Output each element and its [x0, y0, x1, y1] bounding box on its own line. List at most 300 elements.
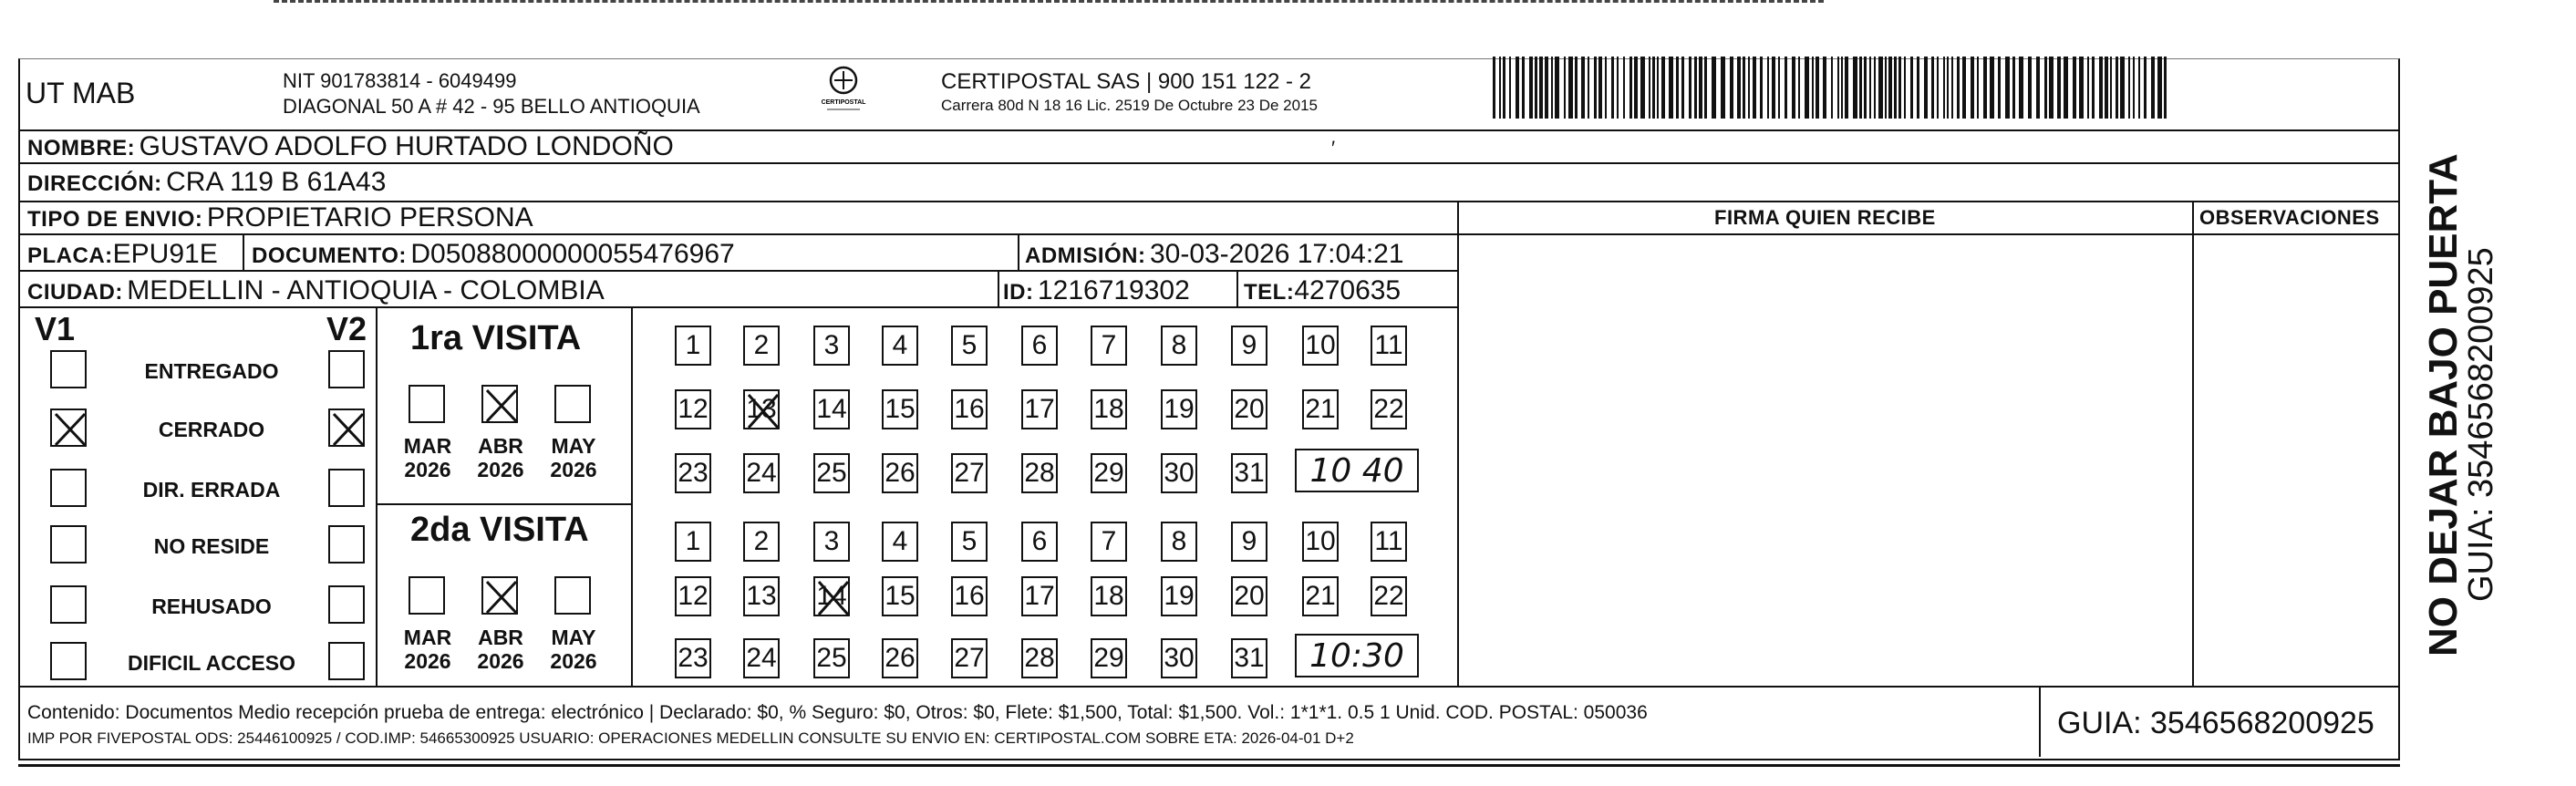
barcode: [1493, 57, 2171, 119]
day-box[interactable]: [1231, 638, 1267, 678]
day-box[interactable]: [1371, 522, 1407, 562]
day-number: 4: [892, 526, 908, 556]
status-option-label: REHUSADO: [151, 595, 272, 618]
day-box[interactable]: [1091, 576, 1127, 616]
barcode-bar: [1539, 57, 1543, 119]
observaciones-label: OBSERVACIONES: [2199, 206, 2380, 229]
barcode-bar: [1493, 57, 1495, 119]
day-box[interactable]: [882, 453, 918, 493]
barcode-bar: [1885, 57, 1887, 119]
day-box[interactable]: [675, 326, 711, 366]
barcode-bar: [1623, 57, 1625, 119]
day-box[interactable]: [1231, 522, 1267, 562]
day-number: 25: [816, 458, 847, 488]
barcode-bar: [2012, 57, 2015, 119]
barcode-bar: [1859, 57, 1862, 119]
day-box[interactable]: [675, 638, 711, 678]
imp-line: IMP POR FIVEPOSTAL ODS: 25446100925 / COD.IMP: 54665300925 USUARIO: OPERACIONES MEDELLIN CONSULTE SU ENVIO EN: CERTIPOSTAL.COM SOBRE ETA: 2026-04-01 D+2: [27, 729, 1354, 747]
barcode-bar: [1568, 57, 1573, 119]
barcode-bar: [2036, 57, 2040, 119]
day-box[interactable]: [951, 326, 988, 366]
day-box[interactable]: [813, 453, 850, 493]
day-number: 5: [961, 330, 978, 360]
id-value: 1216719302: [1037, 275, 1190, 305]
day-box[interactable]: [1021, 326, 1058, 366]
barcode-bar: [1629, 57, 1632, 119]
barcode-bar: [1910, 57, 1913, 119]
carrier-logo-icon: [816, 64, 871, 117]
barcode-bar: [1805, 57, 1809, 119]
barcode-bar: [1689, 57, 1691, 119]
day-number: 30: [1164, 643, 1195, 673]
visit-time-box[interactable]: 10 40: [1295, 449, 1419, 492]
barcode-bar: [2133, 57, 2135, 119]
month-checkbox[interactable]: [481, 576, 518, 615]
month-year: 2026: [477, 458, 524, 481]
barcode-bar: [1772, 57, 1775, 119]
v1-checkbox[interactable]: [50, 409, 87, 447]
carrier-address: Carrera 80d N 18 16 Lic. 2519 De Octubre 23 De 2015: [941, 97, 1318, 114]
day-box[interactable]: [743, 522, 780, 562]
day-box[interactable]: [1371, 576, 1407, 616]
label-bottom-edge: [18, 757, 2400, 767]
day-number: 14: [816, 394, 847, 424]
day-box[interactable]: [743, 638, 780, 678]
month-label: [542, 626, 605, 673]
side-guia: GUIA: 3546568200925: [2462, 247, 2500, 602]
barcode-bar: [1977, 57, 1979, 119]
v2-checkbox[interactable]: [328, 525, 365, 564]
barcode-bar: [1837, 57, 1839, 119]
barcode-bar: [1888, 57, 1892, 119]
day-number: 16: [954, 581, 985, 611]
v2-checkbox[interactable]: [328, 585, 365, 624]
barcode-bar: [1998, 57, 2001, 119]
day-box[interactable]: [882, 326, 918, 366]
day-box[interactable]: [1231, 389, 1267, 429]
day-box[interactable]: [1161, 389, 1197, 429]
day-box[interactable]: [675, 522, 711, 562]
day-box[interactable]: [1302, 389, 1339, 429]
day-box[interactable]: [951, 522, 988, 562]
day-number: 21: [1305, 581, 1336, 611]
month-label: [396, 434, 460, 481]
barcode-bar: [1898, 57, 1901, 119]
day-box[interactable]: [1302, 522, 1339, 562]
barcode-bar: [1564, 57, 1566, 119]
day-box[interactable]: [813, 326, 850, 366]
month-label: [469, 434, 533, 481]
day-box[interactable]: [1091, 522, 1127, 562]
barcode-bar: [1657, 57, 1659, 119]
barcode-bar: [2164, 57, 2167, 119]
month-year: 2026: [550, 649, 597, 673]
month-name: MAY: [551, 434, 596, 458]
day-box[interactable]: [1091, 638, 1127, 678]
nit-line: NIT 901783814 - 6049499: [283, 69, 517, 92]
day-number: 29: [1093, 458, 1124, 488]
barcode-bar: [1676, 57, 1679, 119]
day-number: 26: [885, 458, 916, 488]
day-number: 28: [1024, 458, 1055, 488]
barcode-bar: [1522, 57, 1525, 119]
barcode-bar: [1841, 57, 1843, 119]
day-number: 6: [1031, 526, 1048, 556]
barcode-bar: [1853, 57, 1857, 119]
day-box[interactable]: [743, 389, 780, 429]
month-checkbox[interactable]: [409, 576, 445, 615]
barcode-bar: [1748, 57, 1750, 119]
v2-checkbox[interactable]: [328, 469, 365, 507]
barcode-bar: [1581, 57, 1585, 119]
shipment-type: PROPIETARIO PERSONA: [206, 202, 533, 233]
month-checkbox[interactable]: [481, 385, 518, 423]
day-number: 15: [885, 394, 916, 424]
month-year: 2026: [404, 649, 451, 673]
barcode-bar: [1753, 57, 1756, 119]
barcode-bar: [1516, 57, 1519, 119]
barcode-bar: [1529, 57, 1533, 119]
day-number: 17: [1024, 581, 1055, 611]
day-box[interactable]: [1161, 326, 1197, 366]
barcode-bar: [1798, 57, 1800, 119]
admision-label: ADMISIÓN:: [1025, 243, 1146, 268]
month-name: ABR: [478, 626, 523, 649]
barcode-bar: [1947, 57, 1949, 119]
status-option-label: ENTREGADO: [144, 359, 279, 383]
day-box[interactable]: [1302, 326, 1339, 366]
barcode-bar: [1823, 57, 1826, 119]
barcode-bar: [1971, 57, 1974, 119]
v1-checkbox[interactable]: [50, 350, 87, 388]
barcode-bar: [1792, 57, 1795, 119]
day-number: 28: [1024, 643, 1055, 673]
day-number: 30: [1164, 458, 1195, 488]
contents-line: Contenido: Documentos Medio recepción prueba de entrega: electrónico | Declarado: $0, % Seguro: $0, Otros: $0, Flete: $1,500, Total: $1,500. Vol.: 1*1*1. 0.5 1 Unid. COD. POSTAL: 050036: [27, 702, 1648, 723]
barcode-bar: [1931, 57, 1934, 119]
day-box[interactable]: [813, 522, 850, 562]
day-number: 3: [823, 526, 840, 556]
barcode-bar: [1730, 57, 1733, 119]
day-box[interactable]: [1021, 638, 1058, 678]
day-box[interactable]: [1161, 638, 1197, 678]
barcode-bar: [2110, 57, 2112, 119]
day-number: 12: [678, 394, 709, 424]
day-box[interactable]: [1231, 453, 1267, 493]
day-box[interactable]: [1021, 453, 1058, 493]
nombre-label: NOMBRE:: [27, 136, 136, 160]
barcode-bar: [1869, 57, 1871, 119]
barcode-bar: [2049, 57, 2054, 119]
day-number: 23: [678, 458, 709, 488]
month-checkbox[interactable]: [409, 385, 445, 423]
second-visit-title: 2da VISITA: [410, 511, 589, 549]
barcode-bar: [2116, 57, 2118, 119]
v2-checkbox[interactable]: [328, 642, 365, 680]
barcode-bar: [1760, 57, 1763, 119]
barcode-bar: [1943, 57, 1945, 119]
day-number: 8: [1171, 526, 1187, 556]
day-box[interactable]: [1021, 389, 1058, 429]
day-box[interactable]: [882, 576, 918, 616]
barcode-bar: [2120, 57, 2125, 119]
barcode-bar: [1767, 57, 1769, 119]
admission-datetime: 30-03-2026 17:04:21: [1149, 239, 1404, 269]
month-label: [542, 434, 605, 481]
barcode-bar: [2092, 57, 2095, 119]
barcode-bar: [1831, 57, 1833, 119]
barcode-bar: [1894, 57, 1897, 119]
status-option-label: CERRADO: [158, 418, 265, 441]
logo-text: CERTIPOSTAL: [821, 99, 866, 106]
day-number: 26: [885, 643, 916, 673]
barcode-bar: [1555, 57, 1559, 119]
day-number: 31: [1234, 458, 1265, 488]
barcode-bar: [1937, 57, 1939, 119]
barcode-bar: [1669, 57, 1673, 119]
barcode-bar: [1845, 57, 1848, 119]
barcode-bar: [1551, 57, 1553, 119]
day-number: 11: [1374, 330, 1403, 360]
day-number: 18: [1093, 394, 1124, 424]
day-box[interactable]: [813, 389, 850, 429]
day-box[interactable]: [882, 522, 918, 562]
barcode-bar: [1605, 57, 1607, 119]
barcode-bar: [2138, 57, 2140, 119]
barcode-bar: [1594, 57, 1597, 119]
day-box[interactable]: [743, 326, 780, 366]
day-number: 22: [1373, 581, 1404, 611]
company-name: UT MAB: [26, 77, 136, 109]
barcode-bar: [1878, 57, 1883, 119]
month-name: MAR: [403, 434, 452, 458]
barcode-bar: [1904, 57, 1906, 119]
status-option-label: DIR. ERRADA: [142, 478, 281, 502]
barcode-bar: [1721, 57, 1725, 119]
barcode-bar: [2019, 57, 2023, 119]
day-box[interactable]: [1231, 326, 1267, 366]
day-number: 16: [954, 394, 985, 424]
day-number: 9: [1241, 330, 1257, 360]
barcode-bar: [1874, 57, 1876, 119]
day-box[interactable]: [1091, 389, 1127, 429]
day-box[interactable]: [951, 389, 988, 429]
barcode-bar: [2064, 57, 2068, 119]
document-number: D05088000000055476967: [410, 239, 735, 269]
first-visit-title: 1ra VISITA: [410, 319, 582, 357]
day-box[interactable]: [813, 576, 850, 616]
tel-value: 4270635: [1294, 275, 1402, 305]
tel-label: TEL:: [1244, 280, 1295, 305]
day-box[interactable]: [1371, 326, 1407, 366]
day-number: 6: [1031, 330, 1048, 360]
barcode-bar: [1503, 57, 1505, 119]
day-box[interactable]: [743, 576, 780, 616]
day-number: 29: [1093, 643, 1124, 673]
direccion-label: DIRECCIÓN:: [27, 171, 162, 196]
day-number: 4: [892, 330, 908, 360]
day-number: 22: [1373, 394, 1404, 424]
barcode-bar: [1812, 57, 1814, 119]
v1-heading: V1: [35, 310, 76, 347]
day-number: 20: [1234, 581, 1265, 611]
barcode-bar: [1617, 57, 1619, 119]
day-box[interactable]: [1302, 576, 1339, 616]
barcode-bar: [1661, 57, 1665, 119]
recipient-name: GUSTAVO ADOLFO HURTADO LONDOÑO: [139, 131, 674, 161]
day-number: 20: [1234, 394, 1265, 424]
visit-time-box[interactable]: 10:30: [1295, 634, 1419, 677]
day-number: 10: [1305, 526, 1336, 556]
barcode-bar: [1611, 57, 1614, 119]
day-number: 27: [954, 643, 985, 673]
month-checkbox[interactable]: [554, 576, 591, 615]
month-year: 2026: [550, 458, 597, 481]
day-box[interactable]: [951, 453, 988, 493]
barcode-bar: [2057, 57, 2061, 119]
barcode-bar: [2157, 57, 2162, 119]
barcode-bar: [2099, 57, 2103, 119]
recipient-address: CRA 119 B 61A43: [166, 167, 387, 197]
barcode-bar: [1699, 57, 1702, 119]
barcode-bar: [1545, 57, 1548, 119]
v1-checkbox[interactable]: [50, 525, 87, 564]
day-number: 15: [885, 581, 916, 611]
v1-checkbox[interactable]: [50, 585, 87, 624]
day-number: 10: [1305, 330, 1336, 360]
v2-checkbox[interactable]: [328, 409, 365, 447]
barcode-bar: [1712, 57, 1716, 119]
barcode-bar: [2044, 57, 2047, 119]
barcode-bar: [2151, 57, 2155, 119]
city-value: MEDELLIN - ANTIOQUIA - COLOMBIA: [127, 275, 605, 305]
day-box[interactable]: [1231, 576, 1267, 616]
barcode-bar: [1535, 57, 1537, 119]
documento-label: DOCUMENTO:: [252, 243, 407, 268]
month-year: 2026: [477, 649, 524, 673]
day-number: 12: [678, 581, 709, 611]
month-name: MAR: [403, 626, 452, 649]
day-number: 24: [746, 458, 777, 488]
barcode-bar: [1983, 57, 1987, 119]
barcode-bar: [1864, 57, 1867, 119]
day-box[interactable]: [882, 638, 918, 678]
id-label: ID:: [1003, 280, 1034, 305]
barcode-bar: [1962, 57, 1966, 119]
month-label: [469, 626, 533, 673]
day-number: 7: [1101, 526, 1117, 556]
day-box[interactable]: [1161, 453, 1197, 493]
barcode-bar: [1509, 57, 1511, 119]
day-number: 31: [1234, 643, 1265, 673]
month-name: MAY: [551, 626, 596, 649]
barcode-bar: [1778, 57, 1780, 119]
day-box[interactable]: [1161, 522, 1197, 562]
barcode-bar: [2144, 57, 2147, 119]
day-box[interactable]: [1371, 389, 1407, 429]
firma-label: FIRMA QUIEN RECIBE: [1714, 206, 1936, 229]
day-box[interactable]: [1021, 576, 1058, 616]
barcode-bar: [2087, 57, 2089, 119]
stray-mark: ′: [1331, 137, 1336, 160]
side-warning: NO DEJAR BAJO PUERTA: [2421, 153, 2466, 657]
barcode-bar: [1575, 57, 1578, 119]
day-number: 2: [753, 330, 770, 360]
day-box[interactable]: [675, 576, 711, 616]
day-box[interactable]: [951, 638, 988, 678]
barcode-bar: [1737, 57, 1741, 119]
day-box[interactable]: [1161, 576, 1197, 616]
day-box[interactable]: [1021, 522, 1058, 562]
barcode-bar: [2073, 57, 2076, 119]
barcode-bar: [1957, 57, 1960, 119]
barcode-bar: [1704, 57, 1707, 119]
day-number: 24: [746, 643, 777, 673]
day-number: 14: [816, 581, 847, 611]
day-number: 21: [1305, 394, 1336, 424]
day-number: 3: [823, 330, 840, 360]
day-box[interactable]: [743, 453, 780, 493]
placa-label: PLACA:: [27, 243, 113, 268]
barcode-bar: [1951, 57, 1953, 119]
barcode-bar: [1681, 57, 1684, 119]
month-checkbox[interactable]: [554, 385, 591, 423]
day-box[interactable]: [1091, 453, 1127, 493]
day-number: 7: [1101, 330, 1117, 360]
day-box[interactable]: [675, 389, 711, 429]
v1-checkbox[interactable]: [50, 642, 87, 680]
day-box[interactable]: [951, 576, 988, 616]
day-number: 27: [954, 458, 985, 488]
day-number: 23: [678, 643, 709, 673]
v2-heading: V2: [326, 310, 367, 347]
day-number: 17: [1024, 394, 1055, 424]
day-number: 9: [1241, 526, 1257, 556]
day-number: 1: [685, 330, 701, 360]
day-number: 19: [1164, 581, 1195, 611]
day-number: 5: [961, 526, 978, 556]
barcode-bar: [1588, 57, 1589, 119]
barcode-bar: [1924, 57, 1928, 119]
plate-value: EPU91E: [112, 239, 218, 269]
v1-checkbox[interactable]: [50, 469, 87, 507]
ciudad-label: CIUDAD:: [27, 280, 123, 305]
barcode-bar: [1816, 57, 1819, 119]
day-number: 11: [1374, 526, 1403, 556]
day-box[interactable]: [675, 453, 711, 493]
barcode-bar: [2105, 57, 2108, 119]
carrier-name: CERTIPOSTAL SAS | 900 151 122 - 2: [941, 69, 1311, 94]
barcode-bar: [1634, 57, 1638, 119]
barcode-bar: [1785, 57, 1787, 119]
status-option-label: NO RESIDE: [153, 534, 270, 558]
footer-guia: GUIA: 3546568200925: [2057, 706, 2374, 740]
day-number: 13: [746, 394, 777, 424]
day-box[interactable]: [882, 389, 918, 429]
month-label: [396, 626, 460, 673]
day-number: 1: [685, 526, 701, 556]
barcode-bar: [1640, 57, 1645, 119]
day-number: 8: [1171, 330, 1187, 360]
day-box[interactable]: [1091, 326, 1127, 366]
day-number: 2: [753, 526, 770, 556]
month-name: ABR: [478, 434, 523, 458]
day-number: 19: [1164, 394, 1195, 424]
barcode-bar: [1743, 57, 1745, 119]
v2-checkbox[interactable]: [328, 350, 365, 388]
day-box[interactable]: [813, 638, 850, 678]
day-number: 13: [746, 581, 777, 611]
